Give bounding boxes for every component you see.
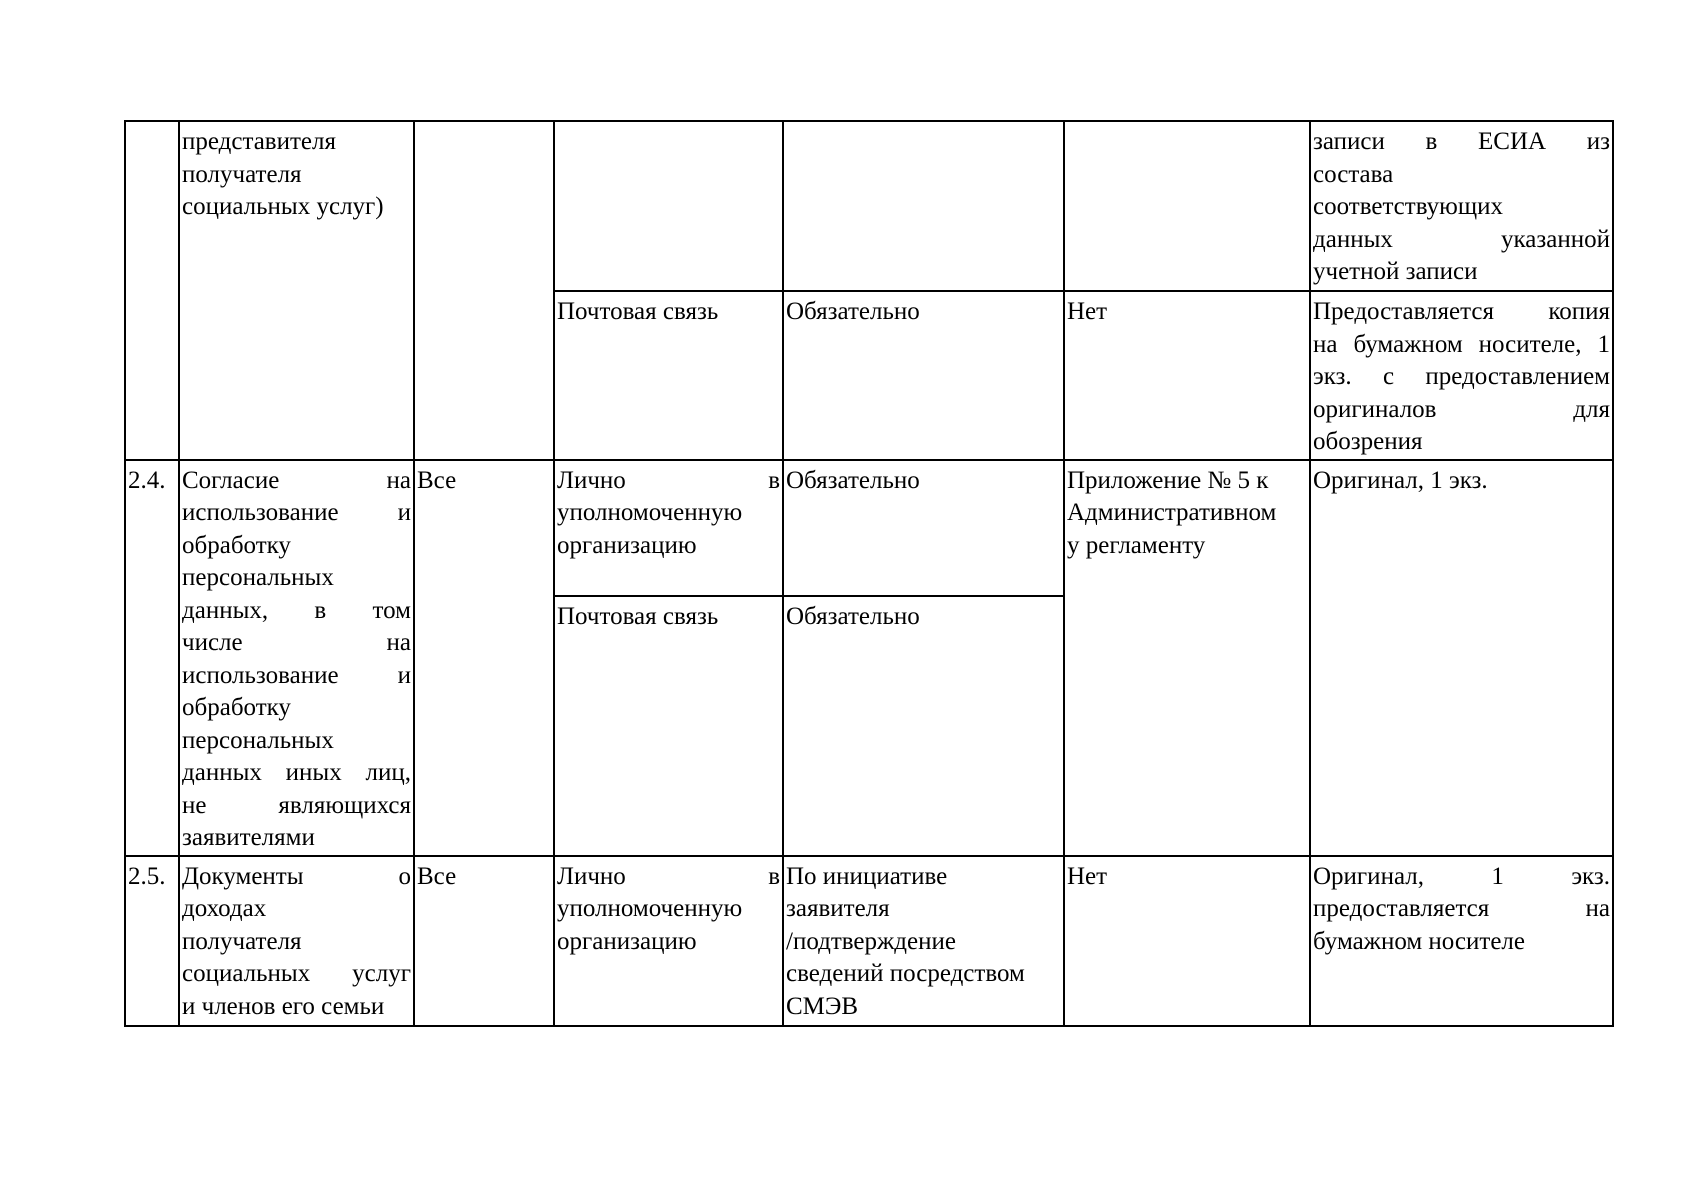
text-line: Лично в (557, 466, 780, 494)
requirement-cell (783, 460, 1064, 597)
text-line: данных, в том (182, 596, 411, 624)
text-line: и членов его семьи (182, 992, 385, 1020)
template-cell (1064, 291, 1310, 460)
text-line: Согласие на (182, 466, 411, 494)
text-line: организацию (557, 927, 697, 955)
text-line: доходах (182, 895, 267, 922)
submission-method-cell (554, 121, 783, 291)
text-line: Все (417, 466, 457, 494)
text-line: персональных (182, 564, 334, 591)
requirement-cell (783, 856, 1064, 1026)
submission-method-cell (554, 856, 783, 1026)
submission-method-cell (554, 596, 783, 855)
text-line: соответствующих (1313, 193, 1503, 220)
text-line: Лично в (557, 862, 780, 890)
table-row (125, 121, 1613, 291)
document-form-cell (1310, 121, 1613, 291)
requirement-cell (783, 121, 1064, 291)
text-line: Нет (1067, 862, 1108, 890)
applicant-category-cell (414, 856, 554, 1026)
text-line: Почтовая связь (557, 298, 719, 325)
document-form-cell (1310, 460, 1613, 856)
applicant-category-cell (414, 121, 554, 460)
text-line: персональных (182, 726, 334, 754)
text-line: на бумажном носителе, 1 (1313, 330, 1610, 358)
text-line: Все (417, 862, 457, 890)
row-number: 2.5. (128, 862, 166, 890)
text-line: данных иных лиц, (182, 759, 411, 786)
text-line: заявителя (786, 895, 890, 922)
text-line: /подтверждение (786, 927, 956, 955)
template-cell (1064, 460, 1310, 856)
row-number: 2.4. (128, 466, 166, 494)
text-line: Обязательно (786, 603, 920, 631)
text-line: обработку (182, 531, 291, 559)
text-line: Оригинал, 1 экз. (1313, 862, 1610, 890)
requirement-cell (783, 291, 1064, 460)
document-form-cell (1310, 291, 1613, 460)
row-number-cell (125, 121, 179, 460)
text-line: не являющихся (182, 791, 411, 819)
table-row (125, 856, 1613, 1026)
row-number-cell (125, 856, 179, 1026)
text-line: Документы о (182, 862, 411, 890)
text-line: Нет (1067, 298, 1108, 325)
template-cell (1064, 856, 1310, 1026)
text-line: Приложение № 5 к (1067, 466, 1269, 494)
text-line: организацию (557, 531, 697, 559)
text-line: числе на (182, 629, 411, 656)
text-line: бумажном носителе (1313, 927, 1525, 955)
text-line: получателя (182, 160, 302, 188)
text-line: Почтовая связь (557, 603, 719, 631)
text-line: Оригинал, 1 экз. (1313, 466, 1488, 494)
submission-method-cell (554, 460, 783, 597)
text-line: Обязательно (786, 466, 920, 494)
text-line: предоставляется на (1313, 895, 1610, 922)
text-line: уполномоченную (557, 499, 743, 526)
text-line: записи в ЕСИА из (1313, 128, 1610, 155)
template-cell (1064, 121, 1310, 291)
text-line: оригиналов для (1313, 395, 1610, 423)
applicant-category-cell (414, 460, 554, 856)
text-line: использование и (182, 499, 411, 526)
text-line: Предоставляется копия (1313, 298, 1610, 325)
document-name-cell (179, 856, 414, 1026)
document-name-cell (179, 121, 414, 460)
table-row (125, 460, 1613, 597)
text-line: обозрения (1313, 428, 1423, 455)
documents-table (124, 120, 1614, 1027)
text-line: получателя (182, 927, 302, 955)
text-line: заявителями (182, 824, 315, 851)
text-line: данных указанной (1313, 225, 1610, 253)
text-line: Административном (1067, 499, 1277, 526)
text-line: По инициативе (786, 862, 948, 890)
text-line: уполномоченную (557, 895, 743, 922)
text-line: представителя (182, 128, 336, 155)
text-line: СМЭВ (786, 992, 859, 1020)
text-line: у регламенту (1067, 531, 1206, 559)
text-line: учетной записи (1313, 258, 1478, 285)
text-line: Обязательно (786, 298, 920, 325)
document-name-cell (179, 460, 414, 856)
text-line: использование и (182, 661, 411, 689)
text-line: социальных услуг) (182, 193, 384, 220)
row-number-cell (125, 460, 179, 856)
text-line: обработку (182, 694, 291, 721)
text-line: социальных услуг (182, 960, 411, 987)
text-line: состава (1313, 160, 1394, 188)
text-line: сведений посредством (786, 960, 1025, 987)
text-line: экз. с предоставлением (1313, 363, 1610, 390)
requirement-cell (783, 596, 1064, 855)
submission-method-cell (554, 291, 783, 460)
document-form-cell (1310, 856, 1613, 1026)
